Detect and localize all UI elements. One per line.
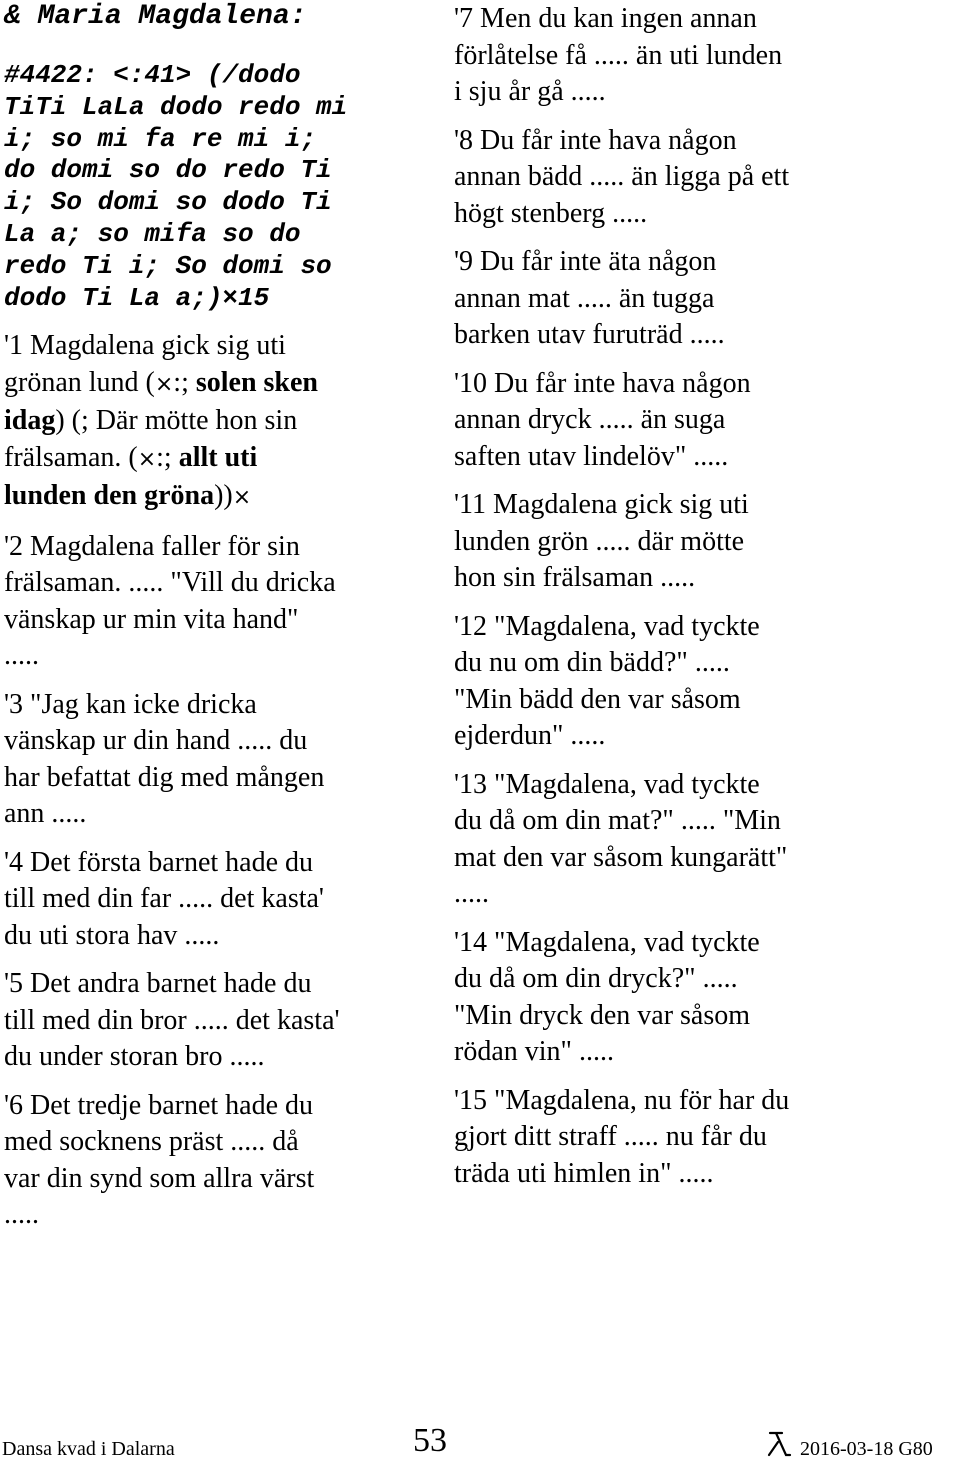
verse-line: '15 "Magdalena, nu för har du — [454, 1084, 790, 1116]
repeat-mark-icon: × — [137, 446, 157, 472]
verse-line: vänskap ur din hand ..... du — [4, 725, 308, 757]
verse-text: :; — [156, 441, 179, 473]
verse-14 — [454, 925, 954, 1071]
verse-line: ..... — [454, 878, 489, 909]
verse-line: gjort ditt straff ..... nu får du — [454, 1121, 767, 1152]
verse-line: '12 "Magdalena, vad tyckte — [454, 610, 760, 642]
notation-line: TiTi LaLa dodo redo mi — [4, 91, 348, 122]
verse-line: '9 Du får inte äta någon — [454, 246, 717, 277]
verse-line: träda uti himlen in" ..... — [454, 1157, 714, 1189]
verse-11 — [454, 487, 954, 597]
verse-line: till med din far ..... det kasta' — [4, 883, 324, 915]
verse-text: :; — [173, 366, 196, 398]
verse-line: frälsaman. ..... "Vill du dricka — [4, 567, 336, 599]
verse-line: '4 Det första barnet hade du — [4, 846, 314, 878]
verse-line: lunden grön ..... där mötte — [454, 525, 745, 557]
repeat-mark-icon: × — [232, 485, 252, 511]
notation-line: #4422: <:41> (/dodo — [4, 60, 301, 90]
footer-date: 2016-03-18 G80 — [800, 1438, 933, 1460]
verse-line: '3 "Jag kan icke dricka — [4, 688, 257, 720]
refrain-text: idag — [4, 405, 56, 437]
verse-line: annan bädd ..... än ligga på ett — [454, 161, 790, 192]
verse-15 — [454, 1083, 954, 1193]
verse-8 — [454, 123, 954, 233]
verse-line: '7 Men du kan ingen annan — [454, 3, 757, 34]
verse-3 — [4, 687, 434, 833]
verse-text: )) — [214, 480, 233, 512]
verse-1 — [4, 328, 434, 517]
verse-line — [4, 478, 434, 517]
verse-line: ..... — [4, 1199, 39, 1231]
verse-line: ..... — [4, 640, 39, 672]
verse-line: du då om din mat?" ..... "Min — [454, 805, 781, 836]
verse-line: '5 Det andra barnet hade du — [4, 968, 312, 1000]
verse-6 — [4, 1088, 434, 1234]
page-footer — [0, 1416, 960, 1460]
verse-line: du under storan bro ..... — [4, 1041, 265, 1073]
verse-line: barken utav furuträd ..... — [454, 319, 725, 350]
refrain-text: allt uti — [178, 441, 258, 473]
verse-line: annan mat ..... än tugga — [454, 282, 715, 314]
refrain-text: solen sken — [195, 366, 319, 398]
verse-line: '8 Du får inte hava någon — [454, 124, 737, 156]
verse-line: högt stenberg ..... — [454, 197, 648, 229]
verse-line: '6 Det tredje barnet hade du — [4, 1089, 314, 1121]
verse-line: ann ..... — [4, 798, 87, 830]
lambda-glyph-icon — [763, 1430, 793, 1458]
verse-4 — [4, 845, 434, 955]
verse-line: '14 "Magdalena, vad tyckte — [454, 926, 760, 958]
verse-line: ejderdun" ..... — [454, 720, 606, 751]
tune-notation — [4, 60, 434, 314]
repeat-mark-icon: × — [154, 371, 174, 397]
verse-line: '2 Magdalena faller för sin — [4, 530, 300, 562]
verse-line: annan dryck ..... än suga — [454, 404, 726, 435]
verse-line: mat den var såsom kungarätt" — [454, 841, 788, 873]
page-number: 53 — [413, 1422, 447, 1459]
verse-line: har befattat dig med mången — [4, 761, 325, 793]
verse-line: du uti stora hav ..... — [4, 919, 220, 951]
verse-12 — [454, 609, 954, 755]
verse-line: "Min bädd den var såsom — [454, 683, 741, 715]
verse-line: med socknens präst ..... då — [4, 1126, 299, 1158]
verse-text: grönan lund ( — [4, 366, 155, 398]
verse-7 — [454, 1, 954, 111]
notation-line: redo Ti i; So domi so — [4, 250, 332, 281]
notation-line: dodo Ti La a;)×15 — [4, 282, 270, 313]
verse-10 — [454, 366, 954, 476]
notation-line: La a; so mifa so do — [4, 218, 301, 249]
verse-line: saften utav lindelöv" ..... — [454, 440, 729, 472]
notation-line: i; so mi fa re mi i; — [4, 123, 317, 154]
verse-line: '13 "Magdalena, vad tyckte — [454, 768, 760, 800]
verse-line: rödan vin" ..... — [454, 1036, 614, 1067]
verse-9 — [454, 244, 954, 354]
verse-line — [4, 403, 434, 440]
verse-line: i sju år gå ..... — [454, 76, 606, 107]
verse-line: till med din bror ..... det kasta' — [4, 1004, 340, 1036]
notation-line: do domi so do redo Ti — [4, 155, 332, 186]
notation-line: i; So domi so dodo Ti — [4, 187, 332, 218]
verse-line: hon sin frälsaman ..... — [454, 562, 696, 593]
refrain-text: lunden den gröna — [4, 480, 215, 512]
verse-line: förlåtelse få ..... än uti lunden — [454, 39, 783, 71]
right-column — [454, 0, 954, 1192]
verse-line: du nu om din bädd?" ..... — [454, 647, 730, 678]
verse-13 — [454, 767, 954, 913]
verse-line: vänskap ur min vita hand" — [4, 603, 299, 635]
verse-line — [4, 440, 434, 479]
verse-line: '11 Magdalena gick sig uti — [454, 489, 749, 520]
verse-text: frälsaman. ( — [4, 441, 138, 473]
verse-5 — [4, 966, 434, 1076]
verse-line: du då om din dryck?" ..... — [454, 963, 738, 994]
book-title: Dansa kvad i Dalarna — [2, 1438, 175, 1460]
left-column — [4, 0, 434, 1234]
verse-line — [4, 365, 434, 404]
verse-text: ) (; Där mötte hon sin — [55, 405, 298, 437]
song-title: & Maria Magdalena: — [4, 1, 307, 32]
verse-line: '10 Du får inte hava någon — [454, 367, 751, 399]
verse-line: '1 Magdalena gick sig uti — [4, 330, 286, 362]
verse-2 — [4, 529, 434, 675]
verse-line: var din synd som allra värst — [4, 1162, 315, 1194]
verse-line: "Min dryck den var såsom — [454, 999, 751, 1031]
